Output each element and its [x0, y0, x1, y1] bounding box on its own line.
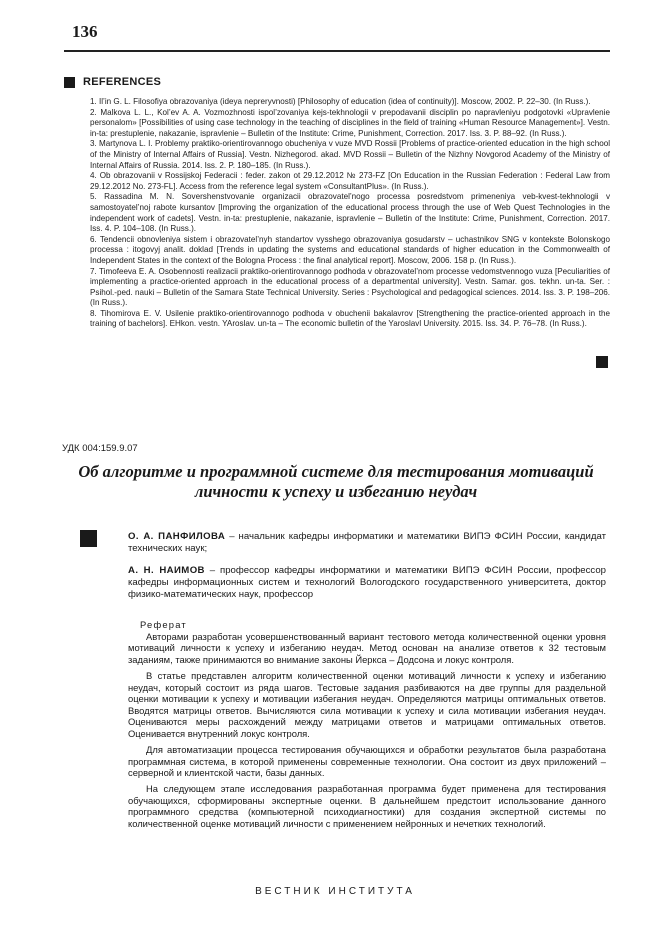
- page-number: 136: [72, 22, 98, 41]
- author-marker-icon: [80, 530, 97, 547]
- abstract-body: [128, 631, 606, 834]
- references-header: [64, 76, 161, 88]
- author-entry: [128, 565, 606, 602]
- abstract-paragraph: В статье представлен алгоритм количественной оценки мотиваций личности к успеху и избеганию неудач, который состоит из ряда шагов. Тестовые задания разбиваются на две группы для раздельной оценки мотивации к успеху и мотивации избегания неудач. Определяются матрицы оптимальных ответов. Вводятся матрицы ответов. Вычисляются сила мотивации к успеху и сила мотивации избегания неудач. Оцениваются меры расхождений между матрицами ответов и матрицами оптимальных ответов. Оценивается внутренний локус контроля.: [128, 670, 606, 739]
- section-marker-icon: [64, 77, 75, 88]
- author-entry: [128, 531, 606, 556]
- reference-item: 2. Malkova L. L., Kol’ev A. A. Vozmozhnosti ispol’zovaniya kejs-tekhnologii v prepodavanii disciplin po napravleniyu podgotovki «Upravlenie personalom» [Possibilities of using case technology in the teaching of disciplines in the field of training «Human Resource Management»]. Vestn. in-ta: prestuplenie, nakazanie, ispravlenie – Bulletin of the Institute: Crime, Punishment, Correction. 2017. Iss. 3. P. 88–92. (In Russ.).: [90, 107, 610, 138]
- article-title: Об алгоритме и программной системе для тестирования мотиваций личности к успеху и избеганию неудач: [78, 462, 594, 501]
- reference-item: 1. Il’in G. L. Filosofiya obrazovaniya (ideya nepreryvnosti) [Philosophy of education (idea of continuity)]. Moscow, 2002. P. 22–30. (In Russ.).: [90, 97, 591, 106]
- reference-item: 5. Rassadina M. N. Sovershenstvovanie organizacii obrazovatel’nogo processa posredstvom primeneniya veb-kvest-tekhnologii v samostoyatel’noj rabote kursantov [Improving the organization of the educational process through the use of Web Quest Technologies in the independent work of cadets]. Vestn. in-ta: prestuplenie, nakazanie, ispravlenie – Bulletin of the Institute: Crime, Punishment, Correction. 2017. Iss. 4. P. 104–108. (In Russ.).: [90, 192, 610, 234]
- journal-footer: ВЕСТНИК ИНСТИТУТА: [255, 886, 415, 897]
- reference-item: 8. Tihomirova E. V. Usilenie praktiko-orientirovannogo podhoda v obuchenii bakalavrov [Strengthening the practice-oriented approach in the training of bachelors]. EHkon. vestn. YAroslav. un-ta – The economic bulletin of the Yaroslavl University. 2015. Iss. 34. P. 76–78. (In Russ.).: [90, 308, 610, 329]
- reference-item: 6. Tendencii obnovleniya sistem i obrazovatel’nyh standartov vysshego obrazovaniya gosudarstv – uchastnikov SNG v kontekste Bolonskogo processa : itogovyj analit. doklad [Trends in updating the systems and educational standards of higher education in the Commonwealth of Independent States in the context of the Bologna Process : the final analytical report]. Moscow, 2006. 158 p. (In Russ.).: [90, 234, 610, 265]
- abstract-label: Реферат: [140, 619, 187, 630]
- header-rule: [64, 50, 610, 52]
- udk-code: УДК 004:159.9.07: [62, 443, 138, 454]
- references-list: [90, 97, 610, 330]
- abstract-paragraph: На следующем этапе исследования разработанная программа будет применена для тестирования обучающихся, сформированы экспертные оценки. В дальнейшем предстоит использование данного программного средства (компьютерной психодиагностики) для создания экспертной системы по количественной оценке мотиваций личности с применением нейронных и нечетких технологий.: [128, 783, 606, 829]
- abstract-paragraph: Для автоматизации процесса тестирования обучающихся и обработки результатов была разработана программная система, в которой применены современные технологии. Она состоит из двух приложений – серверной и клиентской части, базы данных.: [128, 744, 606, 778]
- author-name: О. А. ПАНФИЛОВА: [128, 531, 226, 542]
- author-name: А. Н. НАИМОВ: [128, 564, 205, 576]
- authors-block: [128, 531, 606, 610]
- reference-item: 7. Timofeeva E. A. Osobennosti realizacii praktiko-orientirovannogo podhoda v obrazovatel’nom processe vedomstvennogo vuza [Peculiarities of implementing a practice-oriented approach in the educational process of a departmental university]. Vestn. Samar. gos. tekhn. un-ta. Ser. : Psihol.-ped. nauki – Bulletin of the Samara State Technical University. Series : Psychological and pedagogical sciences. 2014. Iss. 3. P. 198–206. (In Russ.).: [90, 266, 610, 308]
- reference-item: 3. Martynova L. I. Problemy praktiko-orientirovannogo obucheniya v vuze MVD Rossii [Problems of practice-oriented education in the high school of the Ministry of Internal Affairs of Russia]. Vestn. Nizhegorod. akad. MVD Rossii – Bulletin of the Nizhny Novgorod Academy of the Ministry of Internal Affairs of Russia. 2014. Iss. 2. P. 180–185. (In Russ.).: [90, 139, 610, 170]
- author-description: – начальник кафедры информатики и математики ВИПЭ ФСИН России, кандидат технических наук;: [128, 531, 606, 555]
- abstract-paragraph: Авторами разработан усовершенствованный вариант тестового метода количественной оценки уровня мотиваций личности к успеху и избеганию неудач. Метод основан на анализе ответов к 32 тестовым заданиям, также принимаются во внимание законы Йеркса – Додсона и локус контроля.: [128, 631, 606, 665]
- references-title: REFERENCES: [83, 76, 162, 88]
- reference-item: 4. Ob obrazovanii v Rossijskoj Federacii : feder. zakon ot 29.12.2012 № 273-FZ [On Education in the Russian Federation : Federal Law from 29.12.2012 No. 273-FL]. Access from the reference legal system «ConsultantPlus». (In Russ.).: [90, 171, 610, 191]
- author-description: – профессор кафедры информатики и математики ВИПЭ ФСИН России, профессор кафедры информационных систем и технологий Вологодского государственного университета, доктор физико-математических наук, профессор: [128, 564, 606, 601]
- end-of-section-marker-icon: [596, 356, 608, 368]
